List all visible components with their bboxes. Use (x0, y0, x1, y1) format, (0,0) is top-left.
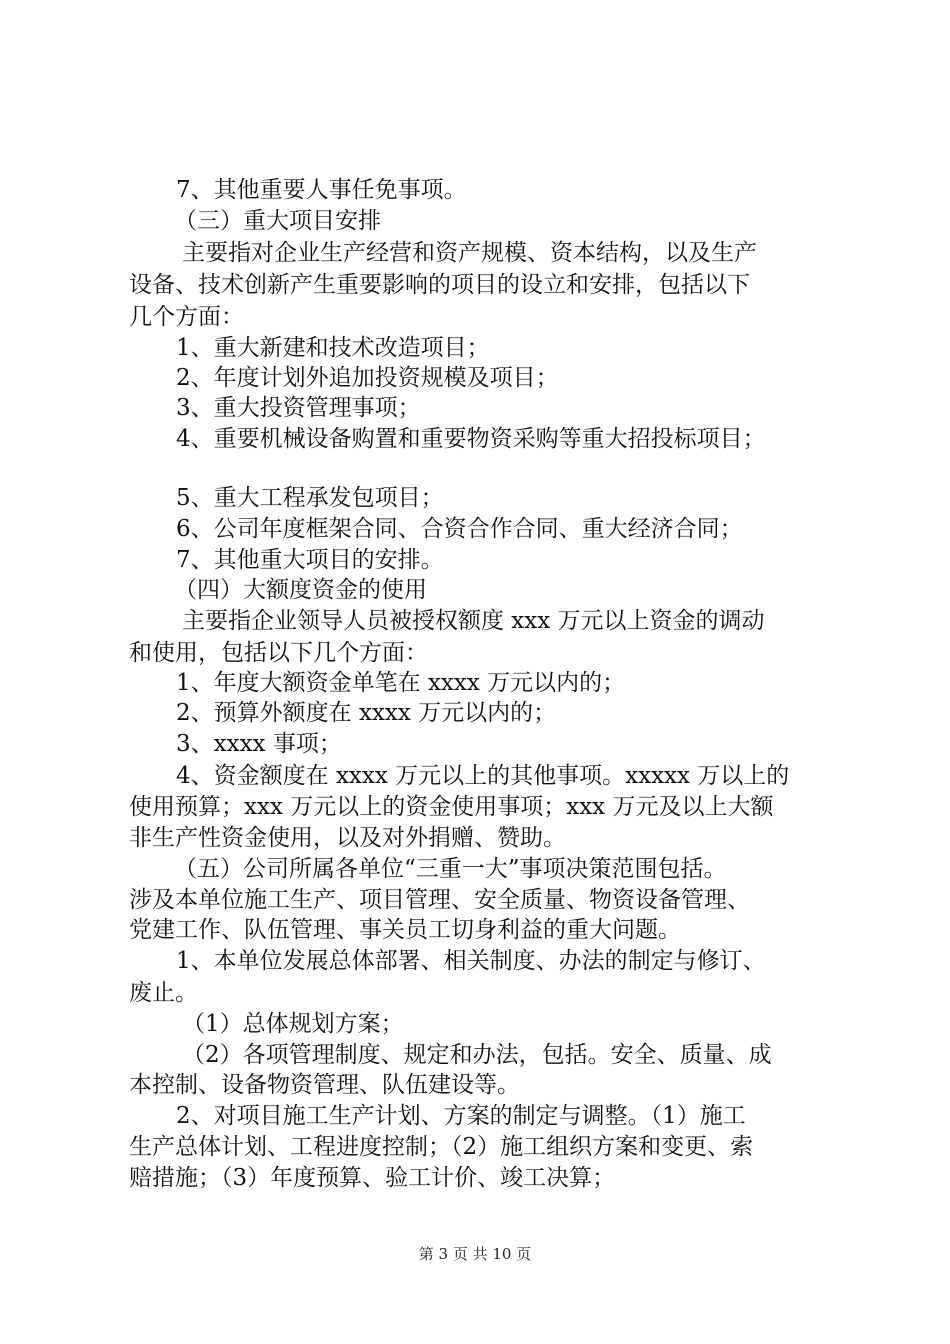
list-item: 6、公司年度框架合同、合资合作合同、重大经济合同； (176, 516, 743, 542)
text-line: 生产总体计划、工程进度控制；（2）施工组织方案和变更、索 (129, 1134, 754, 1160)
list-item: 4、资金额度在 xxxx 万元以上的其他事项。xxxxx 万以上的 (176, 763, 790, 789)
text-line: 和使用，包括以下几个方面： (129, 640, 428, 666)
list-item: 4、重要机械设备购置和重要物资采购等重大招投标项目； (176, 426, 766, 452)
list-item: 2、年度计划外追加投资规模及项目； (176, 365, 559, 391)
text-line: 涉及本单位施工生产、项目管理、安全质量、物资设备管理、 (129, 887, 750, 913)
text-line: 非生产性资金使用，以及对外捐赠、赞助。 (129, 825, 566, 851)
list-item: 2、对项目施工生产计划、方案的制定与调整。（1）施工 (176, 1103, 746, 1129)
text-line: 党建工作、队伍管理、事关员工切身利益的重大问题。 (129, 917, 681, 943)
text-line: 几个方面： (129, 304, 244, 330)
text-line: 赔措施；（3）年度预算、验工计价、竣工决算； (129, 1165, 616, 1191)
text-line: 主要指对企业生产经营和资产规模、资本结构，以及生产 (182, 240, 757, 266)
page-number-footer: 第 3 页 共 10 页 (418, 1245, 532, 1263)
text-line: 本控制、设备物资管理、队伍建设等。 (129, 1072, 520, 1098)
text-line: 使用预算；xxx 万元以上的资金使用事项；xxx 万元及以上大额 (129, 794, 774, 820)
list-item: 1、本单位发展总体部署、相关制度、办法的制定与修订、 (176, 948, 766, 974)
list-item: 5、重大工程承发包项目； (176, 485, 444, 511)
text-line: 7、其他重要人事任免事项。 (176, 177, 467, 203)
text-line: 设备、技术创新产生重要影响的项目的设立和安排，包括以下 (129, 272, 750, 298)
list-item: 2、预算外额度在 xxxx 万元以内的； (176, 700, 557, 726)
text-line: 主要指企业领导人员被授权额度 xxx 万元以上资金的调动 (182, 608, 765, 634)
list-item: 3、重大投资管理事项； (176, 395, 421, 421)
text-line: 废止。 (129, 980, 198, 1006)
section-heading: （五）公司所属各单位“三重一大”事项决策范围包括。 (174, 856, 727, 882)
section-heading: （四）大额度资金的使用 (174, 577, 427, 603)
list-item: 3、xxxx 事项； (176, 731, 342, 757)
list-item: （1）总体规划方案； (182, 1011, 404, 1037)
list-item: 7、其他重大项目的安排。 (176, 547, 444, 573)
list-item: （2）各项管理制度、规定和办法，包括。安全、质量、成 (182, 1042, 772, 1068)
section-heading: （三）重大项目安排 (174, 208, 381, 234)
list-item: 1、年度大额资金单笔在 xxxx 万元以内的； (176, 670, 626, 696)
list-item: 1、重大新建和技术改造项目； (176, 335, 490, 361)
